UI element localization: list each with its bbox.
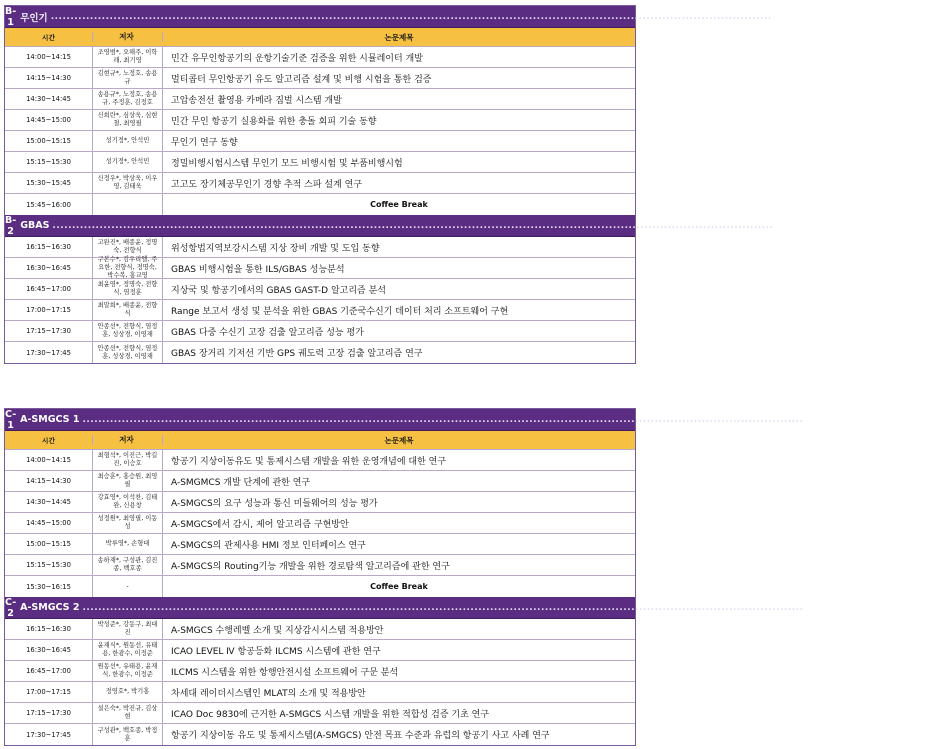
paper-time: 15:15~15:30: [5, 555, 93, 575]
paper-time: 16:15~16:30: [5, 237, 93, 257]
paper-row: [5, 450, 635, 471]
session-name: GBAS: [20, 220, 50, 231]
paper-title: GBAS 비행시험을 통한 ILS/GBAS 성능분석: [171, 264, 345, 275]
paper-row: [5, 237, 635, 258]
paper-authors: 송용규*, 노정호, 송용규, 주정훈, 김정호: [93, 89, 163, 109]
paper-authors: 최윤영*, 정명숙, 전향식, 염정훈: [93, 279, 163, 299]
paper-time: 17:30~17:45: [5, 342, 93, 363]
coffee-break-label: Coffee Break: [370, 582, 428, 591]
paper-time: 15:00~15:15: [5, 131, 93, 151]
paper-time: 15:00~15:15: [5, 534, 93, 554]
paper-authors: 박루영*, 손형대: [93, 534, 163, 554]
paper-title: Range 보고서 생성 및 분석을 위한 GBAS 기준국수신기 데이터 처리 소프트웨어 구현: [171, 306, 509, 317]
paper-title: A-SMGCS의 관제사용 HMI 정보 인터페이스 연구: [171, 540, 366, 551]
paper-authors: 성기정*, 안석민: [93, 131, 163, 151]
paper-time: 17:30~17:45: [5, 724, 93, 745]
paper-time: 14:45~15:00: [5, 110, 93, 130]
session-name: A-SMGCS 1: [20, 414, 80, 425]
paper-row: [5, 279, 635, 300]
session-code: C-1: [5, 408, 17, 431]
session-header-b1: [5, 5, 918, 28]
paper-title: GBAS 다중 수신기 고장 검출 알고리즘 성능 평가: [171, 327, 364, 338]
paper-title: A-SMGCS의 요구 성능과 통신 미들웨어의 성능 평가: [171, 498, 378, 509]
paper-row: [5, 471, 635, 492]
paper-time: 14:15~14:30: [5, 471, 93, 491]
col-author-header: 저자: [93, 435, 163, 445]
session-name: A-SMGCS 2: [20, 602, 80, 613]
col-time-header: 시간: [5, 435, 93, 445]
session-chair: 좌장 : 구성관/한서대학교: [806, 603, 913, 615]
paper-authors: 최승훈*, 홍승원, 최영필: [93, 471, 163, 491]
paper-authors: 신희란*, 심상욱, 심현철, 최영필: [93, 110, 163, 130]
schedule-table-b: [4, 5, 919, 364]
paper-time: 14:00~14:15: [5, 450, 93, 470]
session-header-b2: [5, 214, 919, 237]
paper-time: 14:30~14:45: [5, 492, 93, 512]
paper-row: [5, 131, 635, 152]
session-code: C-2: [5, 596, 17, 619]
paper-authors: 신정우*, 박상욱, 이우영, 김태욱: [93, 173, 163, 193]
session-header-c2: [5, 596, 913, 619]
paper-time: 14:30~14:45: [5, 89, 93, 109]
paper-authors: 안종선*, 전향식, 염정훈, 성상경, 이영재: [93, 321, 163, 341]
col-author-header: 저자: [93, 32, 163, 42]
paper-title: 정밀비행시험시스템 무인기 모드 비행시험 및 부품비행시험: [171, 158, 403, 169]
paper-authors: 조영범*, 오해주, 이학래, 최기영: [93, 47, 163, 67]
paper-time: 17:15~17:30: [5, 321, 93, 341]
paper-authors: 김현규*, 노정호, 송용규: [93, 68, 163, 88]
paper-authors: 구성관*, 백호종, 박정훈: [93, 724, 163, 745]
paper-title: 위성항법지역보강시스템 지상 장비 개발 및 도입 동향: [171, 243, 380, 254]
paper-time: 16:30~16:45: [5, 258, 93, 278]
paper-row: [5, 682, 635, 703]
column-header-row: [5, 431, 635, 450]
paper-time: 15:30~16:15: [5, 576, 93, 597]
leader-dots: ........................................................................................................................................................................................: [52, 220, 774, 231]
session-code: B-2: [5, 214, 17, 237]
paper-row: [5, 258, 635, 279]
paper-authors: 최형석*, 이진근, 박길진, 이승호: [93, 450, 163, 470]
paper-authors: 최말희*, 배종윤, 전향식: [93, 300, 163, 320]
paper-row: [5, 640, 635, 661]
paper-time: 16:30~16:45: [5, 640, 93, 660]
paper-title: 민간 무인 항공기 실용화를 위한 충돌 회피 기술 동향: [171, 116, 377, 127]
paper-time: 16:45~17:00: [5, 661, 93, 681]
paper-time: 14:45~15:00: [5, 513, 93, 533]
paper-authors: 강효영*, 이석찬, 김태완, 신용창: [93, 492, 163, 512]
paper-title: A-SMGCS 수행레벨 소개 및 지상감시시스템 적용방안: [171, 625, 384, 636]
paper-title: 항공기 지상이동 유도 및 통제시스템(A-SMGCS) 안전 목표 수준과 유럽의 항공기 사고 사례 연구: [171, 731, 550, 741]
paper-authors: -: [93, 576, 163, 597]
paper-title: 고압송전선 촬영용 카메라 짐벌 시스템 개발: [171, 95, 342, 106]
paper-authors: 성정원*, 최영필, 이동성: [93, 513, 163, 533]
paper-time: 16:15~16:30: [5, 619, 93, 639]
paper-row: [5, 173, 635, 194]
paper-row: [5, 152, 635, 173]
paper-title: A-SMGCS에서 감시, 제어 알고리즘 구현방안: [171, 519, 349, 530]
paper-time: 15:30~15:45: [5, 173, 93, 193]
paper-title: 지상국 및 항공기에서의 GBAS GAST-D 알고리즘 분석: [171, 285, 386, 296]
paper-row: [5, 300, 635, 321]
leader-dots: ........................................................................................................................................................................................: [82, 602, 804, 613]
paper-row: [5, 534, 635, 555]
paper-row: [5, 321, 635, 342]
paper-title: ICAO Doc 9830에 근거한 A-SMGCS 시스템 개발을 위한 적합성 검증 기초 연구: [171, 709, 490, 720]
paper-title: 멀티콥터 무인항공기 유도 알고리즘 설계 및 비행 시험을 통한 검증: [171, 74, 432, 85]
paper-title: A-SMGCS의 Routing기능 개발을 위한 경로탐색 알고리즘에 관한 연구: [171, 561, 450, 572]
paper-row: [5, 619, 635, 640]
col-title-header: 논문제목: [384, 32, 414, 42]
paper-row: [5, 110, 635, 131]
paper-title: 차세대 레이더시스템인 MLAT의 소개 및 적용방안: [171, 688, 366, 699]
paper-authors: 정영호*, 박기홍: [93, 682, 163, 702]
paper-authors: 안종선*, 전향식, 염정훈, 성상경, 이영재: [93, 342, 163, 363]
coffee-break-row: [5, 576, 635, 597]
paper-row: [5, 492, 635, 513]
paper-authors: 고완진*, 배종윤, 정명숙, 전향식: [93, 237, 163, 257]
paper-time: 16:45~17:00: [5, 279, 93, 299]
paper-row: [5, 661, 635, 682]
paper-title: GBAS 장거리 기저선 기반 GPS 궤도력 고장 검출 알고리즘 연구: [171, 349, 423, 359]
paper-authors: 원동선*, 유태용, 윤재식, 한광수, 이정준: [93, 661, 163, 681]
col-time-header: 시간: [5, 32, 93, 42]
session-code: B-1: [5, 5, 17, 28]
paper-authors: 윤재식*, 원동선, 유태용, 한광수, 이정준: [93, 640, 163, 660]
coffee-break-label: Coffee Break: [370, 200, 428, 209]
col-title-header: 논문제목: [384, 435, 414, 445]
paper-authors: 설은숙*, 박진규, 김상현: [93, 703, 163, 723]
paper-time: 17:00~17:15: [5, 682, 93, 702]
schedule-table-c: [4, 408, 931, 746]
paper-row: [5, 703, 635, 724]
paper-authors: [93, 194, 163, 215]
paper-row: [5, 724, 635, 745]
paper-title: 항공기 지상이동유도 및 통제시스템 개발을 위한 운영개념에 대한 연구: [171, 456, 447, 467]
paper-title: ILCMS 시스템을 위한 항행안전시설 소프트웨어 구문 분석: [171, 667, 399, 678]
session-name: 무인기: [20, 12, 48, 24]
paper-row: [5, 89, 635, 110]
session-chair: 좌장 : 구삼옥/한국항공우주연구원: [774, 12, 918, 24]
paper-time: 17:15~17:30: [5, 703, 93, 723]
paper-authors: 송하재*, 구성관, 김진종, 백호종: [93, 555, 163, 575]
paper-time: 15:15~15:30: [5, 152, 93, 172]
paper-title: A-SMGMCS 개발 단계에 관한 연구: [171, 477, 311, 488]
coffee-break-row: [5, 194, 635, 215]
paper-title: ICAO LEVEL Ⅳ 항공등화 ILCMS 시스템에 관한 연구: [171, 646, 381, 657]
paper-time: 14:15~14:30: [5, 68, 93, 88]
column-header-row: [5, 28, 635, 47]
paper-title: 민간 유무인항공기의 운항기술기준 검증을 위한 시뮬레이터 개발: [171, 53, 423, 64]
leader-dots: ........................................................................................................................................................................................: [50, 11, 772, 22]
paper-time: 15:45~16:00: [5, 194, 93, 215]
paper-title: 무인기 연구 동향: [171, 137, 238, 148]
paper-row: [5, 555, 635, 576]
paper-time: 14:00~14:15: [5, 47, 93, 67]
paper-title: 고고도 장기체공무인기 경향 추적 스파 설계 연구: [171, 179, 363, 190]
paper-authors: 성기정*, 안석민: [93, 152, 163, 172]
paper-row: [5, 47, 635, 68]
paper-row: [5, 68, 635, 89]
paper-authors: 구본수*, 김우리엘, 주요한, 전향식, 정명숙, 박수복, 홍교영: [93, 258, 163, 278]
paper-row: [5, 513, 635, 534]
paper-row: [5, 342, 635, 363]
session-chair: 좌장 : 전향식/한국항공우주연구원: [776, 221, 919, 233]
paper-authors: 박성준*, 강동구, 최대진: [93, 619, 163, 639]
session-header-c1: [5, 408, 931, 431]
leader-dots: ........................................................................................................................................................................................: [82, 414, 804, 425]
session-chair: 좌장 : 백호종/한국항공대학교: [806, 415, 931, 427]
paper-time: 17:00~17:15: [5, 300, 93, 320]
